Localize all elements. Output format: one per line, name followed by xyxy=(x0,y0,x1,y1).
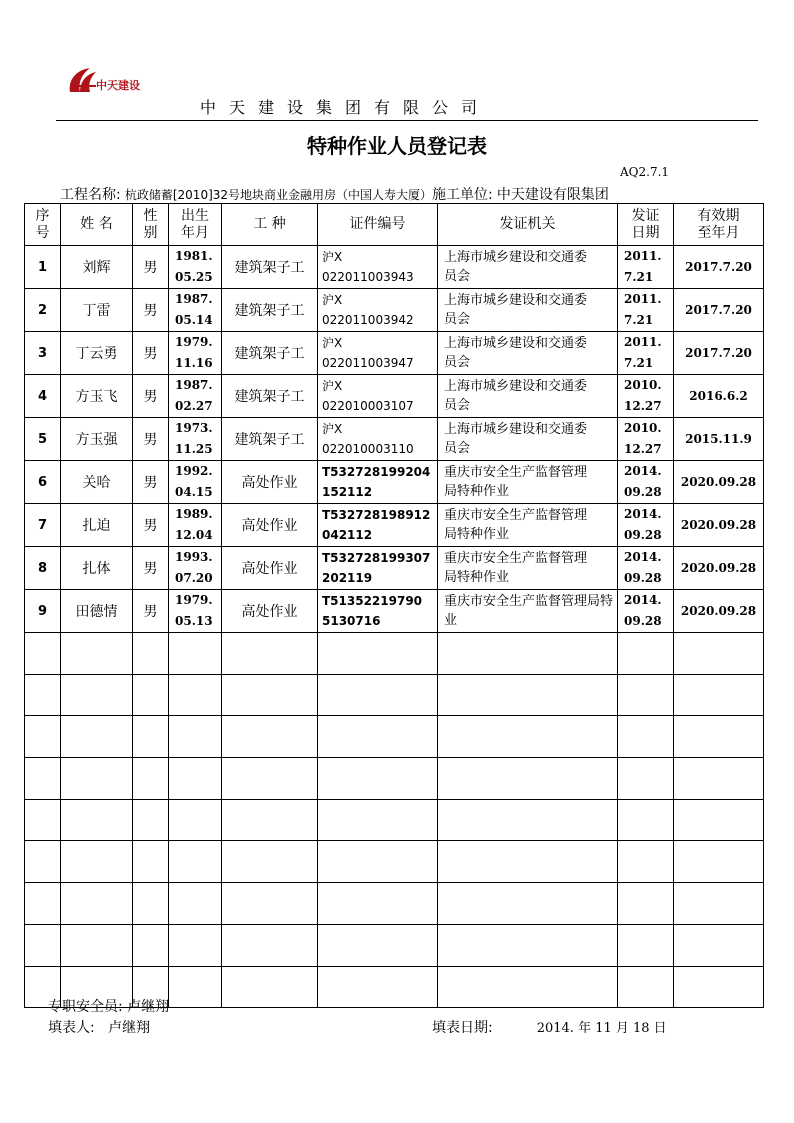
cell-name: 丁雷 xyxy=(61,289,133,332)
cell-seq: 4 xyxy=(25,375,61,418)
empty-cell xyxy=(61,799,133,841)
safety-officer: 专职安全员: 卢继翔 xyxy=(48,999,170,1015)
cell-issuer: 上海市城乡建设和交通委 员会 xyxy=(438,332,618,375)
cell-birth: 1993. 07.20 xyxy=(169,547,222,590)
unit-label: 施工单位: xyxy=(432,187,493,203)
empty-cell xyxy=(674,924,764,966)
empty-cell xyxy=(133,841,169,883)
empty-cell xyxy=(133,883,169,925)
empty-cell xyxy=(222,674,318,716)
empty-cell xyxy=(438,924,618,966)
empty-cell xyxy=(222,758,318,800)
empty-cell xyxy=(25,883,61,925)
cell-name: 关哈 xyxy=(61,461,133,504)
table-row xyxy=(25,246,764,289)
empty-table-row xyxy=(25,841,764,883)
empty-cell xyxy=(674,799,764,841)
cell-birth: 1981. 05.25 xyxy=(169,246,222,289)
empty-cell xyxy=(61,758,133,800)
cell-issue-date: 2010. 12.27 xyxy=(618,418,674,461)
empty-cell xyxy=(25,799,61,841)
cell-seq: 7 xyxy=(25,504,61,547)
empty-cell xyxy=(133,799,169,841)
cell-cert: 沪X 022010003110 xyxy=(318,418,438,461)
empty-cell xyxy=(618,883,674,925)
table-row xyxy=(25,590,764,633)
empty-cell xyxy=(25,716,61,758)
empty-cell xyxy=(222,841,318,883)
empty-cell xyxy=(674,883,764,925)
empty-cell xyxy=(169,758,222,800)
empty-cell xyxy=(169,633,222,675)
cell-valid-until: 2017.7.20 xyxy=(674,246,764,289)
empty-cell xyxy=(674,966,764,1008)
cell-trade: 建筑架子工 xyxy=(222,289,318,332)
cell-sex: 男 xyxy=(133,461,169,504)
cell-cert: T51352219790 5130716 xyxy=(318,590,438,633)
empty-cell xyxy=(618,758,674,800)
empty-cell xyxy=(61,716,133,758)
cell-valid-until: 2017.7.20 xyxy=(674,332,764,375)
cell-issue-date: 2014. 09.28 xyxy=(618,504,674,547)
empty-cell xyxy=(618,674,674,716)
cell-trade: 高处作业 xyxy=(222,590,318,633)
empty-cell xyxy=(318,799,438,841)
table-row xyxy=(25,332,764,375)
empty-cell xyxy=(169,924,222,966)
cell-issuer: 重庆市安全生产监督管理 局特种作业 xyxy=(438,461,618,504)
empty-cell xyxy=(133,924,169,966)
empty-cell xyxy=(61,924,133,966)
cell-trade: 高处作业 xyxy=(222,504,318,547)
empty-cell xyxy=(169,966,222,1008)
form-filler: 填表人: 卢继翔 xyxy=(48,1020,151,1036)
cell-issue-date: 2014. 09.28 xyxy=(618,590,674,633)
empty-cell xyxy=(438,883,618,925)
cell-sex: 男 xyxy=(133,332,169,375)
empty-cell xyxy=(222,633,318,675)
empty-table-row xyxy=(25,674,764,716)
cell-birth: 1979. 11.16 xyxy=(169,332,222,375)
cell-sex: 男 xyxy=(133,590,169,633)
col-birth: 出生 年月 xyxy=(169,204,222,246)
cell-trade: 高处作业 xyxy=(222,547,318,590)
header-divider xyxy=(56,120,758,121)
cell-birth: 1973. 11.25 xyxy=(169,418,222,461)
empty-cell xyxy=(222,924,318,966)
cell-sex: 男 xyxy=(133,246,169,289)
empty-cell xyxy=(318,883,438,925)
cell-valid-until: 2020.09.28 xyxy=(674,590,764,633)
col-valid-until: 有效期 至年月 xyxy=(674,204,764,246)
cell-sex: 男 xyxy=(133,375,169,418)
cell-name: 方玉飞 xyxy=(61,375,133,418)
cell-cert: 沪X 022011003942 xyxy=(318,289,438,332)
empty-cell xyxy=(169,799,222,841)
cell-valid-until: 2020.09.28 xyxy=(674,547,764,590)
table-row xyxy=(25,504,764,547)
cell-trade: 建筑架子工 xyxy=(222,375,318,418)
empty-cell xyxy=(318,633,438,675)
cell-seq: 6 xyxy=(25,461,61,504)
empty-cell xyxy=(25,633,61,675)
cell-name: 方玉强 xyxy=(61,418,133,461)
empty-table-row xyxy=(25,883,764,925)
cell-valid-until: 2020.09.28 xyxy=(674,504,764,547)
cell-cert: 沪X 022011003943 xyxy=(318,246,438,289)
page-title: 特种作业人员登记表 xyxy=(307,134,487,158)
empty-cell xyxy=(133,716,169,758)
empty-cell xyxy=(438,633,618,675)
cell-cert: T532728199204 152112 xyxy=(318,461,438,504)
empty-cell xyxy=(674,633,764,675)
cell-birth: 1979. 05.13 xyxy=(169,590,222,633)
table-row xyxy=(25,461,764,504)
col-sex: 性 别 xyxy=(133,204,169,246)
empty-cell xyxy=(618,924,674,966)
cell-issuer: 上海市城乡建设和交通委 员会 xyxy=(438,289,618,332)
cell-issuer: 重庆市安全生产监督管理局特 业 xyxy=(438,590,618,633)
table-row xyxy=(25,547,764,590)
empty-cell xyxy=(61,633,133,675)
empty-cell xyxy=(438,799,618,841)
cell-sex: 男 xyxy=(133,504,169,547)
col-name: 姓 名 xyxy=(61,204,133,246)
project-line xyxy=(60,184,609,204)
empty-cell xyxy=(133,758,169,800)
cell-birth: 1992. 04.15 xyxy=(169,461,222,504)
empty-cell xyxy=(318,758,438,800)
cell-trade: 建筑架子工 xyxy=(222,332,318,375)
empty-cell xyxy=(222,799,318,841)
empty-table-row xyxy=(25,924,764,966)
cell-issue-date: 2010. 12.27 xyxy=(618,375,674,418)
cell-issue-date: 2014. 09.28 xyxy=(618,461,674,504)
empty-cell xyxy=(618,841,674,883)
empty-cell xyxy=(674,674,764,716)
cell-name: 丁云勇 xyxy=(61,332,133,375)
cell-trade: 建筑架子工 xyxy=(222,246,318,289)
cell-trade: 建筑架子工 xyxy=(222,418,318,461)
cell-issuer: 上海市城乡建设和交通委 员会 xyxy=(438,418,618,461)
empty-cell xyxy=(438,841,618,883)
empty-cell xyxy=(318,966,438,1008)
empty-table-row xyxy=(25,799,764,841)
cell-cert: T532728198912 042112 xyxy=(318,504,438,547)
cell-valid-until: 2015.11.9 xyxy=(674,418,764,461)
empty-cell xyxy=(25,758,61,800)
cell-seq: 5 xyxy=(25,418,61,461)
cell-seq: 1 xyxy=(25,246,61,289)
empty-cell xyxy=(318,674,438,716)
cell-seq: 2 xyxy=(25,289,61,332)
table-row xyxy=(25,289,764,332)
empty-cell xyxy=(25,674,61,716)
empty-cell xyxy=(438,716,618,758)
col-issue-date: 发证 日期 xyxy=(618,204,674,246)
empty-cell xyxy=(61,674,133,716)
cell-issuer: 重庆市安全生产监督管理 局特种作业 xyxy=(438,547,618,590)
empty-cell xyxy=(222,716,318,758)
empty-cell xyxy=(169,716,222,758)
empty-cell xyxy=(618,716,674,758)
empty-cell xyxy=(25,924,61,966)
cell-sex: 男 xyxy=(133,418,169,461)
cell-valid-until: 2016.6.2 xyxy=(674,375,764,418)
col-seq: 序 号 xyxy=(25,204,61,246)
fill-date: 填表日期: 2014. 年 11 月 18 日 xyxy=(432,1020,667,1036)
empty-cell xyxy=(618,633,674,675)
empty-cell xyxy=(169,883,222,925)
cell-name: 田德情 xyxy=(61,590,133,633)
empty-cell xyxy=(438,966,618,1008)
cell-seq: 8 xyxy=(25,547,61,590)
cell-issuer: 上海市城乡建设和交通委 员会 xyxy=(438,375,618,418)
cell-issue-date: 2011. 7.21 xyxy=(618,332,674,375)
cell-name: 扎迫 xyxy=(61,504,133,547)
document-code: AQ2.7.1 xyxy=(620,165,670,179)
empty-cell xyxy=(674,716,764,758)
cell-issue-date: 2011. 7.21 xyxy=(618,289,674,332)
empty-cell xyxy=(618,799,674,841)
cell-birth: 1987. 05.14 xyxy=(169,289,222,332)
cell-valid-until: 2020.09.28 xyxy=(674,461,764,504)
project-label: 工程名称: xyxy=(60,187,121,203)
table-header-row xyxy=(25,204,764,246)
empty-cell xyxy=(674,841,764,883)
empty-cell xyxy=(133,633,169,675)
col-cert: 证件编号 xyxy=(318,204,438,246)
logo-text: 中天建设 xyxy=(96,79,140,92)
project-name: 杭政储蓄[2010]32号地块商业金融用房（中国人寿大厦） xyxy=(124,188,433,202)
empty-cell xyxy=(61,883,133,925)
table-row xyxy=(25,375,764,418)
cell-birth: 1987. 02.27 xyxy=(169,375,222,418)
empty-table-row xyxy=(25,633,764,675)
empty-cell xyxy=(674,758,764,800)
col-trade: 工 种 xyxy=(222,204,318,246)
unit-name: 中天建设有限集团 xyxy=(496,187,609,203)
col-issuer: 发证机关 xyxy=(438,204,618,246)
cell-sex: 男 xyxy=(133,289,169,332)
empty-cell xyxy=(318,841,438,883)
empty-cell xyxy=(222,883,318,925)
empty-cell xyxy=(438,674,618,716)
empty-cell xyxy=(169,674,222,716)
empty-cell xyxy=(222,966,318,1008)
cell-cert: T532728199307 202119 xyxy=(318,547,438,590)
empty-cell xyxy=(438,758,618,800)
empty-cell xyxy=(25,841,61,883)
empty-cell xyxy=(61,841,133,883)
cell-issue-date: 2011. 7.21 xyxy=(618,246,674,289)
cell-birth: 1989. 12.04 xyxy=(169,504,222,547)
cell-cert: 沪X 022011003947 xyxy=(318,332,438,375)
cell-name: 刘辉 xyxy=(61,246,133,289)
cell-seq: 3 xyxy=(25,332,61,375)
empty-cell xyxy=(133,674,169,716)
empty-table-row xyxy=(25,758,764,800)
empty-table-row xyxy=(25,716,764,758)
empty-cell xyxy=(618,966,674,1008)
cell-sex: 男 xyxy=(133,547,169,590)
empty-cell xyxy=(318,924,438,966)
table-row xyxy=(25,418,764,461)
cell-valid-until: 2017.7.20 xyxy=(674,289,764,332)
cell-issuer: 重庆市安全生产监督管理 局特种作业 xyxy=(438,504,618,547)
cell-issuer: 上海市城乡建设和交通委 员会 xyxy=(438,246,618,289)
cell-seq: 9 xyxy=(25,590,61,633)
company-name: 中天建设集团有限公司 xyxy=(200,98,491,117)
cell-cert: 沪X 022010003107 xyxy=(318,375,438,418)
registration-table xyxy=(24,203,764,1008)
cell-trade: 高处作业 xyxy=(222,461,318,504)
cell-issue-date: 2014. 09.28 xyxy=(618,547,674,590)
empty-cell xyxy=(318,716,438,758)
empty-cell xyxy=(169,841,222,883)
cell-name: 扎体 xyxy=(61,547,133,590)
